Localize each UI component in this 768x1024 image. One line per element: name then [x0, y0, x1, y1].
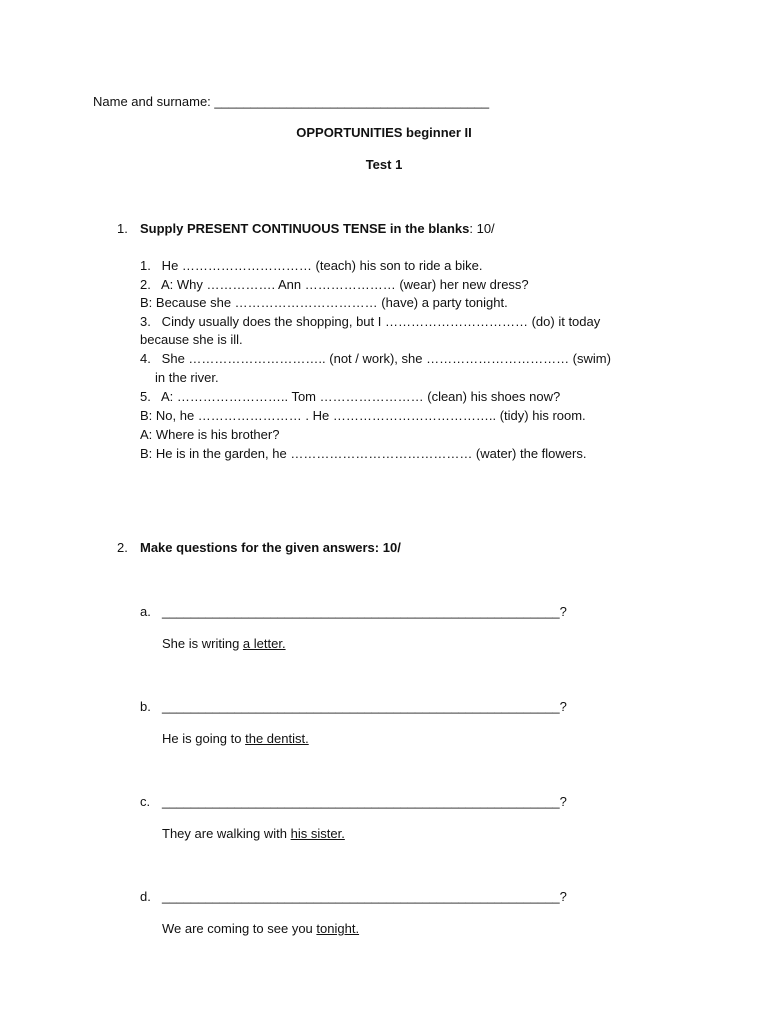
given-answer [162, 731, 309, 747]
question-letter: b. [140, 699, 151, 714]
answer-text: He is going to [162, 731, 246, 746]
answer-text: They are walking with [162, 826, 291, 841]
exercise1-line: B: No, he …………………… . He ……………………………….. (tidy) his room. [140, 408, 586, 423]
section1-score-colon: : 10/ [469, 221, 495, 236]
answer-underlined: the dentist. [245, 731, 309, 746]
question-blank [162, 889, 567, 905]
question-mark: ? [559, 604, 567, 619]
exercise1-line: 1. He ………………………… (teach) his son to ride a bike. [140, 258, 483, 273]
section2-heading: Make questions for the given answers: 10/ [140, 540, 401, 555]
question-mark: ? [559, 794, 567, 809]
exercise1-line: in the river. [155, 370, 219, 385]
exercise1-line: B: He is in the garden, he …………………………………… (water) the flowers. [140, 446, 587, 461]
exercise1-line: B: Because she …………………………… (have) a party tonight. [140, 295, 508, 310]
answer-underlined: a letter. [242, 636, 286, 651]
question-blank [162, 699, 567, 715]
exercise1-line: 2. A: Why ……………. Ann ………………… (wear) her new dress? [140, 277, 529, 292]
question-blank [162, 604, 567, 620]
given-answer [162, 826, 345, 842]
section1-heading-text: Supply PRESENT CONTINUOUS TENSE in the blanks [140, 221, 470, 236]
blank-line: _______________________________________________________ [162, 889, 560, 904]
question-blank [162, 794, 567, 810]
question-letter: d. [140, 889, 151, 904]
blank-line: _______________________________________________________ [162, 794, 560, 809]
answer-underlined: his sister. [290, 826, 345, 841]
exercise1-line: because she is ill. [140, 332, 243, 347]
question-mark: ? [559, 699, 567, 714]
answer-underlined: tonight. [316, 921, 360, 936]
exercise1-line: 3. Cindy usually does the shopping, but I …………………………… (do) it today [140, 314, 601, 329]
exercise1-line: 4. She ………………………….. (not / work), she …………………………… (swim) [140, 351, 611, 366]
given-answer [162, 921, 359, 937]
given-answer [162, 636, 286, 652]
question-letter: c. [140, 794, 151, 809]
section1-number: 1. [117, 221, 128, 236]
section2-number: 2. [117, 540, 128, 555]
name-surname-line: Name and surname: ______________________________________ [93, 94, 490, 109]
page-title: OPPORTUNITIES beginner II [296, 125, 472, 140]
blank-line: _______________________________________________________ [162, 699, 560, 714]
section1-heading [140, 221, 495, 237]
test-number: Test 1 [365, 157, 403, 172]
answer-text: She is writing [162, 636, 243, 651]
exercise1-line: 5. A: …………………….. Tom …………………… (clean) his shoes now? [140, 389, 561, 404]
blank-line: _______________________________________________________ [162, 604, 560, 619]
exercise1-line: A: Where is his brother? [140, 427, 280, 442]
question-mark: ? [559, 889, 567, 904]
answer-text: We are coming to see you [162, 921, 317, 936]
question-letter: a. [140, 604, 151, 619]
